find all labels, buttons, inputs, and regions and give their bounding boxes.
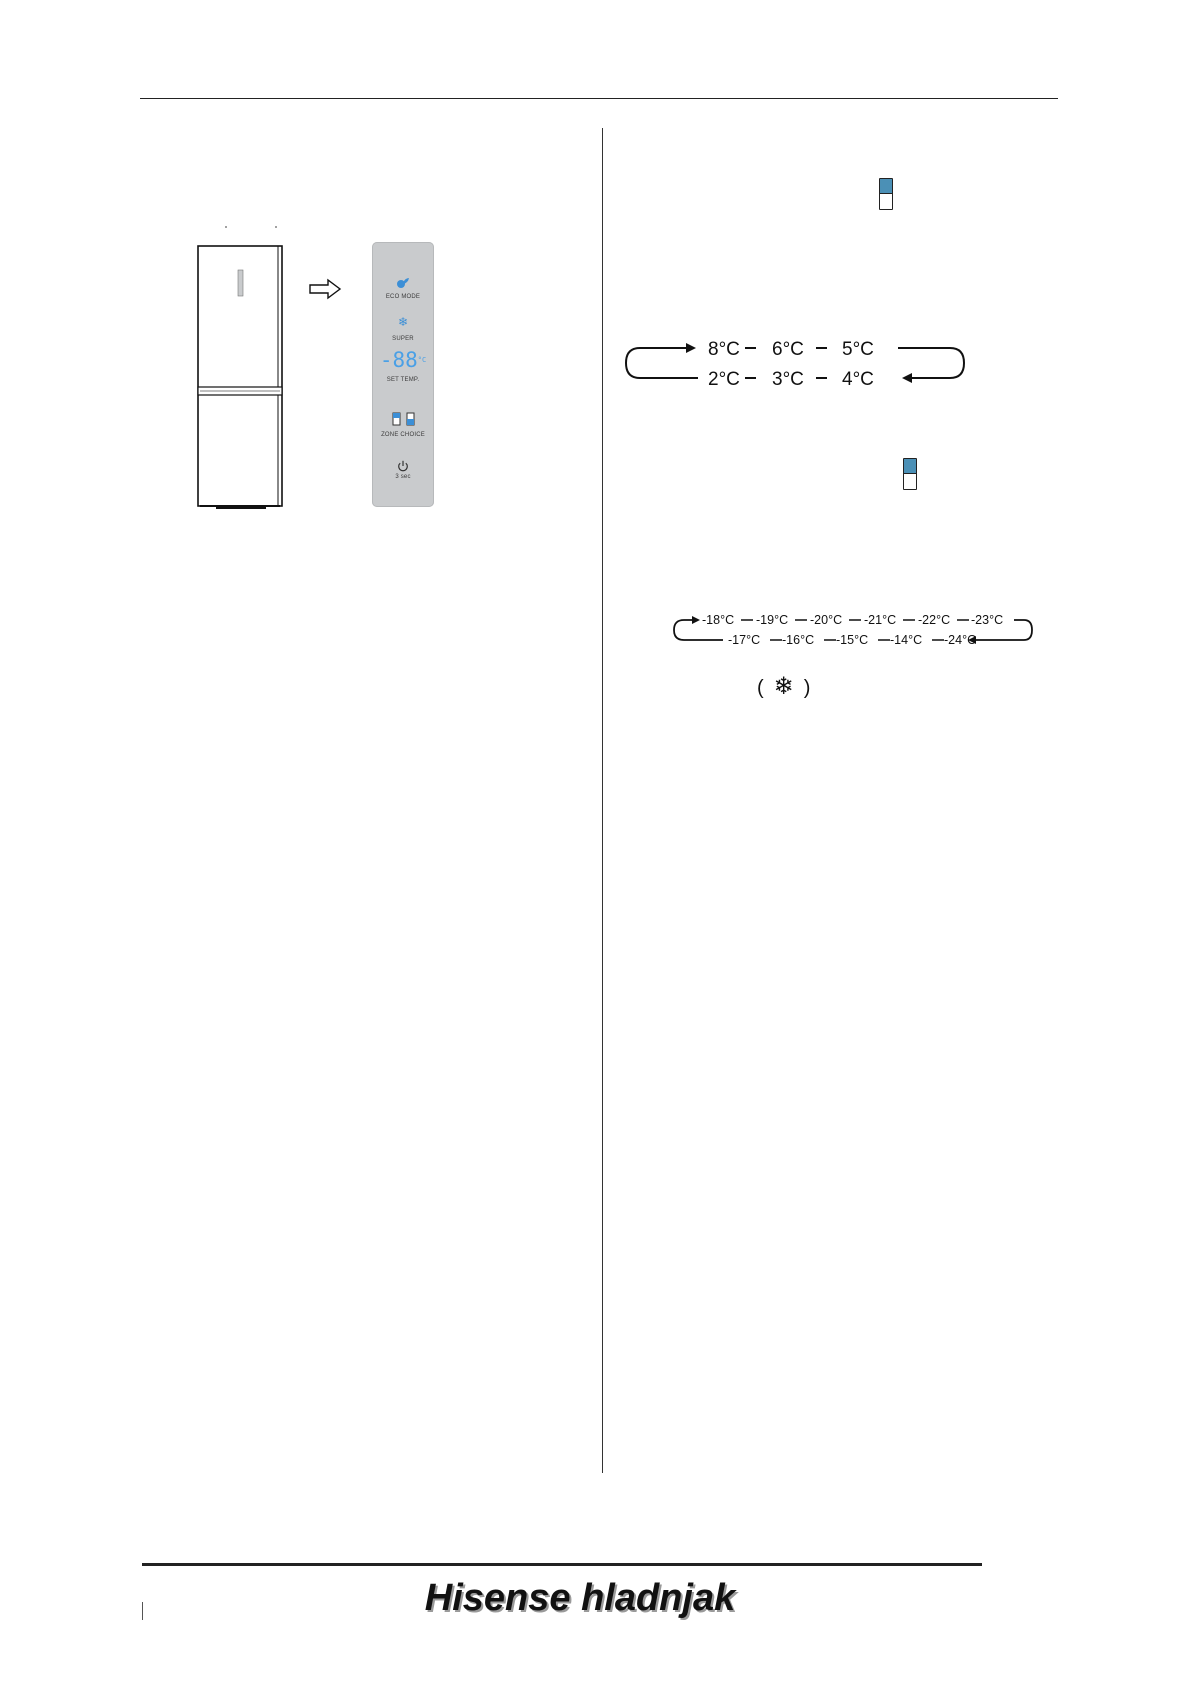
fridge-zone-icon bbox=[879, 178, 893, 210]
super-label: SUPER bbox=[392, 336, 414, 342]
snowflake-icon: ❄ bbox=[773, 673, 804, 700]
cycle-value: -24°C bbox=[944, 633, 977, 647]
cycle-value: 8°C bbox=[708, 339, 740, 360]
cycle-value: -19°C bbox=[756, 613, 789, 627]
fridge-temperature-cycle bbox=[620, 330, 970, 392]
fridge-illustration bbox=[196, 222, 286, 512]
cycle-value: -22°C bbox=[918, 613, 951, 627]
display-unit: °C bbox=[417, 356, 427, 364]
zone-choice-icon[interactable] bbox=[392, 412, 416, 426]
cycle-value: -18°C bbox=[702, 613, 735, 627]
power-icon[interactable] bbox=[397, 460, 409, 472]
arrow-right-outline-icon bbox=[308, 278, 342, 300]
set-temp-label: SET TEMP. bbox=[386, 377, 420, 383]
footer-rule bbox=[142, 1563, 982, 1566]
footer-tick bbox=[142, 1602, 143, 1620]
control-panel bbox=[372, 242, 434, 507]
column-divider bbox=[602, 128, 603, 1473]
eco-leaf-icon[interactable] bbox=[396, 277, 410, 289]
cycle-value: -16°C bbox=[782, 633, 815, 647]
footer-brand bbox=[380, 1570, 780, 1626]
cycle-value: -15°C bbox=[836, 633, 869, 647]
freezer-temperature-cycle bbox=[668, 606, 1038, 654]
cycle-value: 5°C bbox=[842, 339, 874, 360]
cycle-value: 2°C bbox=[708, 369, 740, 390]
cycle-value: -20°C bbox=[810, 613, 843, 627]
brand-text: Hisense hladnjak bbox=[424, 1577, 736, 1619]
super-freeze-symbol: (❄) bbox=[757, 673, 821, 700]
display-value: -88 bbox=[379, 348, 418, 372]
power-hold-label: 3 sec bbox=[395, 474, 411, 480]
temperature-display bbox=[376, 348, 430, 372]
cycle-value: 3°C bbox=[772, 369, 804, 390]
cycle-value: 4°C bbox=[842, 369, 874, 390]
cycle-value: -14°C bbox=[890, 633, 923, 647]
freezer-zone-icon bbox=[903, 458, 917, 490]
cycle-value: 6°C bbox=[772, 339, 804, 360]
header-rule bbox=[140, 98, 1058, 99]
cycle-value: -21°C bbox=[864, 613, 897, 627]
snowflake-icon[interactable]: ❄ bbox=[397, 315, 409, 329]
zone-choice-label: ZONE CHOICE bbox=[381, 432, 425, 438]
cycle-value: -17°C bbox=[728, 633, 761, 647]
cycle-value: -23°C bbox=[971, 613, 1004, 627]
eco-mode-label: ECO MODE bbox=[385, 294, 421, 300]
